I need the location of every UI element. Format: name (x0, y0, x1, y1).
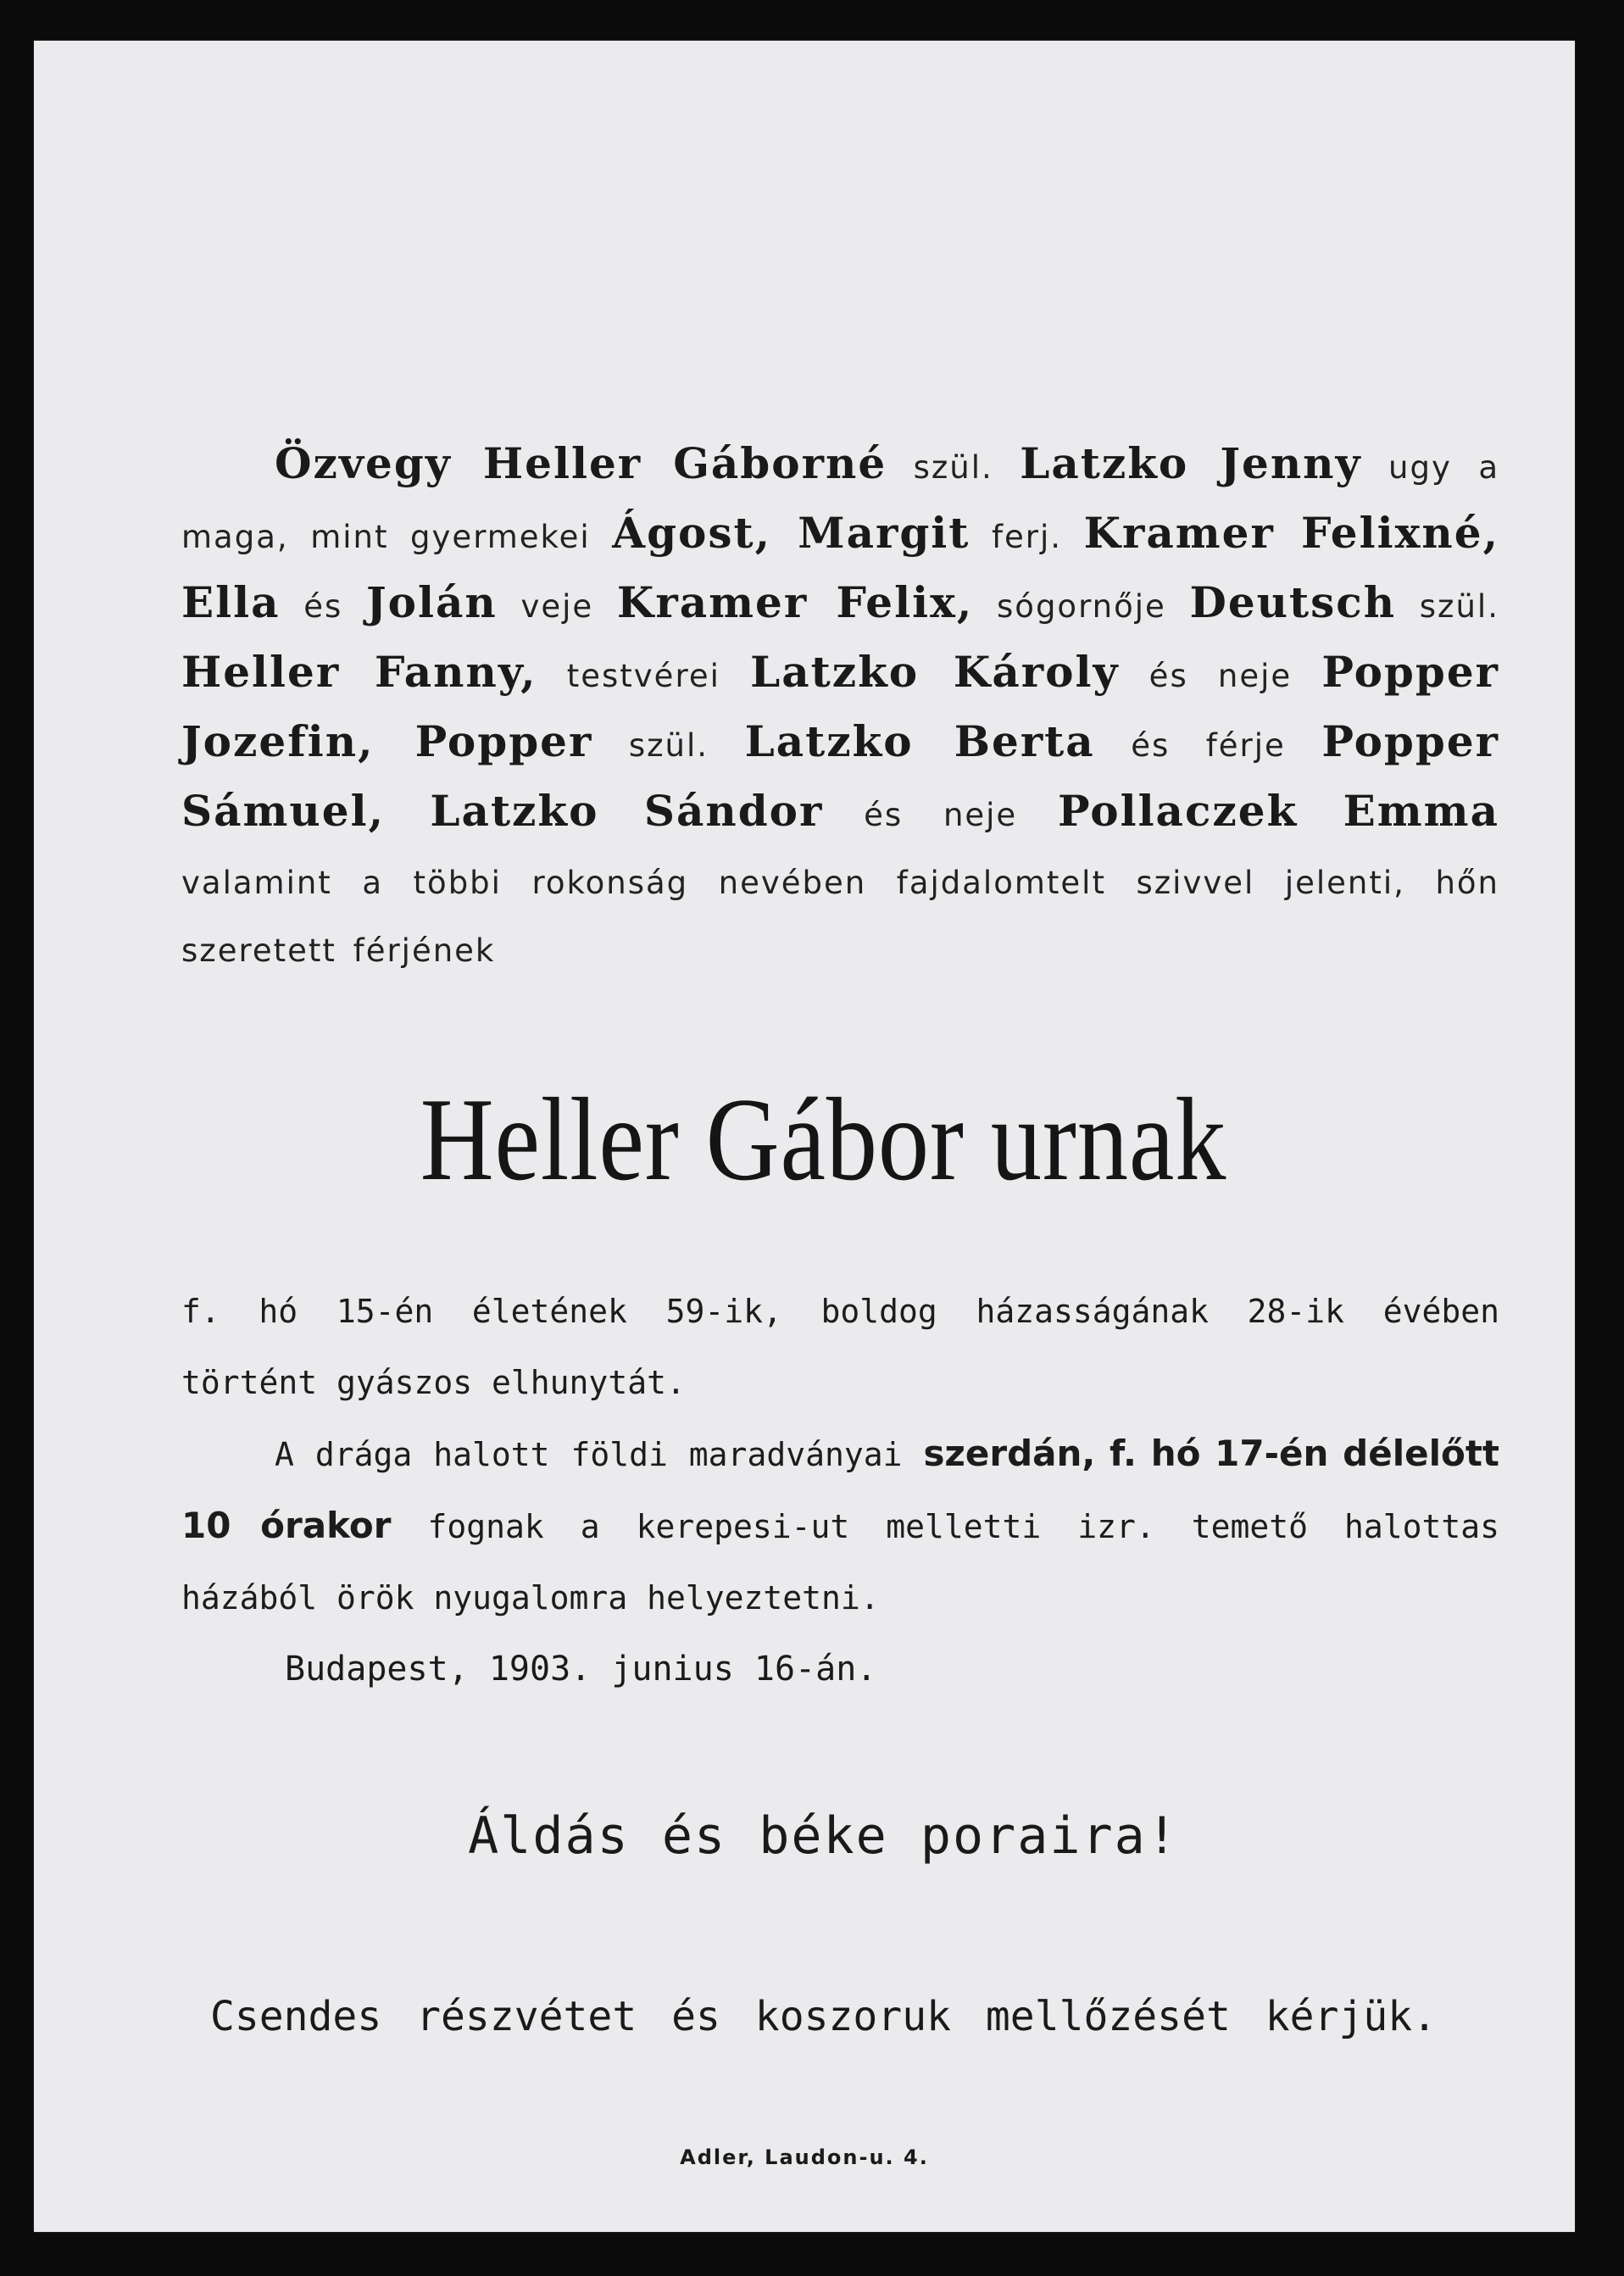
announcement-text-segment: ferj. (970, 519, 1084, 555)
announcement-text-segment: és férje (1094, 727, 1322, 764)
blessing-line: Áldás és béke poraira! (468, 1806, 1179, 1866)
announcement-text-segment: sógornője (973, 588, 1190, 625)
announcement-name-segment: Latzko Jenny (1020, 438, 1362, 488)
place-and-date: Budapest, 1903. junius 16-án. (285, 1650, 877, 1689)
announcement-name-segment: Kramer Felix, (616, 577, 974, 627)
family-announcement (181, 431, 1499, 983)
announcement-text-segment: szül. (887, 449, 1021, 486)
announcement-name-segment: Pollaczek Emma (1057, 786, 1499, 836)
funeral-text-before: A drága halott földi maradványai (275, 1436, 924, 1473)
death-notice-sheet (34, 41, 1575, 2232)
announcement-text-segment: és neje (1119, 658, 1322, 694)
announcement-name-segment: Latzko Berta (744, 716, 1095, 766)
funeral-time: szerdán, f. hó 17-én délelőtt 10 órakor (181, 1433, 1499, 1546)
announcement-text-segment: testvérei (537, 658, 751, 694)
announcement-name-segment: Popper Sámuel, Latzko Sándor (181, 716, 1499, 836)
announcement-name-segment: Heller Fanny, (181, 647, 537, 697)
condolence-request: Csendes részvétet és koszoruk mellőzését kérjük. (209, 1993, 1438, 2040)
announcement-text-segment: szül. (1396, 588, 1499, 625)
printer-imprint: Adler, Laudon-u. 4. (680, 2145, 929, 2169)
announcement-text-segment: szül. (592, 727, 745, 764)
announcement-text-segment: valamint a többi rokonság nevében fajdalomtelt szivvel jelenti, hőn szeretett férjének (181, 865, 1499, 969)
notice-body (181, 431, 1499, 2040)
funeral-details (181, 1418, 1499, 1633)
announcement-name-segment: Latzko Károly (750, 647, 1120, 697)
announcement-name-segment: Kramer Felixné, Ella (181, 508, 1499, 627)
announcement-text-segment: és neje (823, 797, 1058, 833)
announcement-name-segment: Popper Jozefin, Popper (181, 647, 1499, 766)
announcement-text-segment: és (280, 588, 366, 625)
announcement-name-segment: Ágost, Margit (612, 508, 971, 558)
announcement-name-segment: Deutsch (1189, 577, 1397, 627)
announcement-text-segment: ugy a maga, mint gyermekei (181, 449, 1499, 555)
funeral-text-after: fognak a kerepesi-ut melletti izr. temető halottas házából örök nyugalomra helyeztetni. (181, 1508, 1499, 1617)
announcement-text-segment: veje (497, 588, 617, 625)
announcement-name-segment: Özvegy Heller Gáborné (275, 438, 887, 488)
deceased-name: Heller Gábor urnak (420, 1074, 1227, 1205)
death-details: f. hó 15-én életének 59-ik, boldog házasságának 28-ik évében történt gyászos elhunytát. (181, 1293, 1499, 1401)
announcement-name-segment: Jolán (365, 577, 498, 627)
